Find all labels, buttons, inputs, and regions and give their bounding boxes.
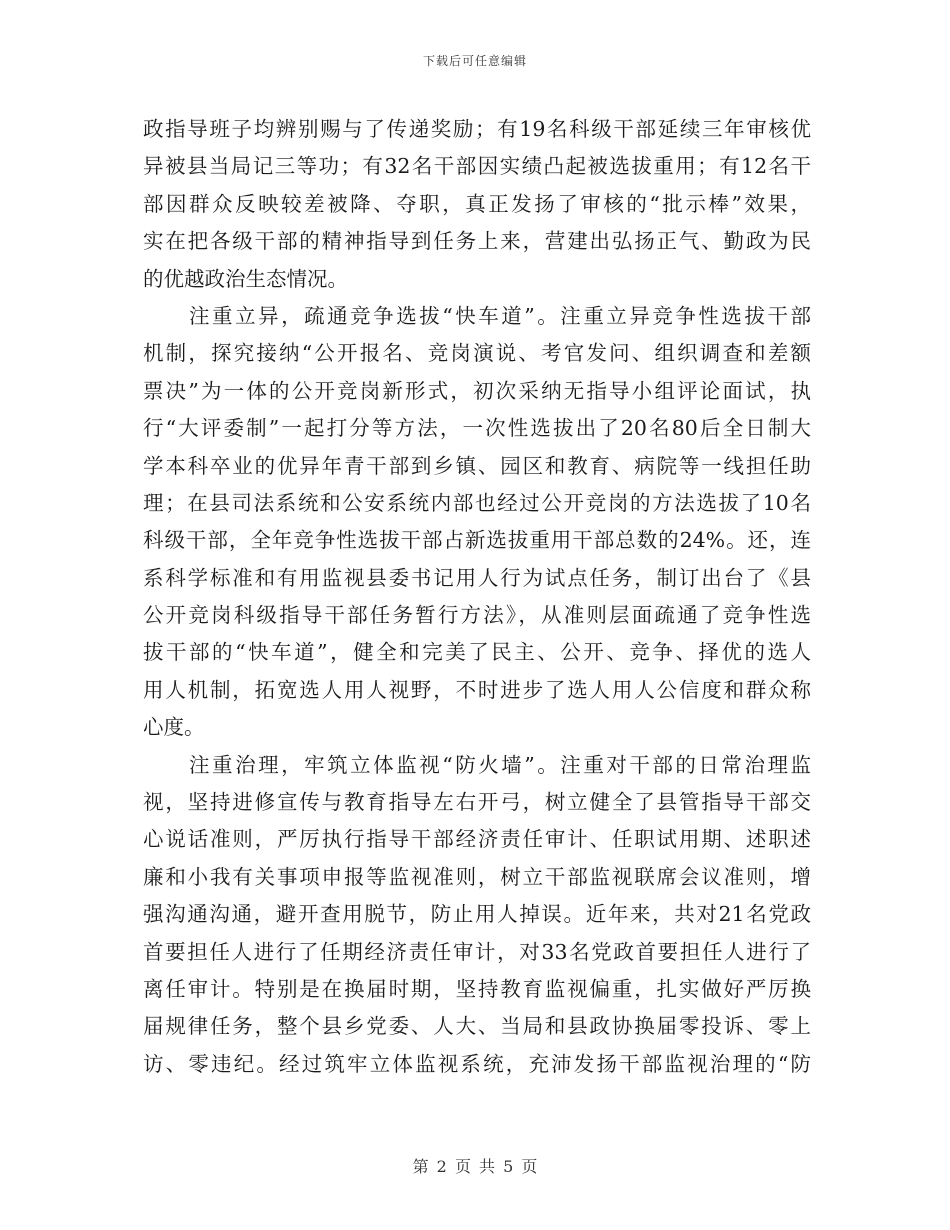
text-line: 用人机制，拓宽选人用人视野，不时进步了选人用人公信度和群众称 <box>143 677 811 702</box>
text-line: 的优越政治生态情况。 <box>143 266 348 291</box>
text-line: 理；在县司法系统和公安系统内部也经过公开竞岗的方法选拔了10名 <box>143 490 811 515</box>
page-number: 第 2 页 共 5 页 <box>412 1157 538 1176</box>
text-line: 首要担任人进行了任期经济责任审计，对33名党政首要担任人进行了 <box>143 939 811 964</box>
text-line: 注重立异，疏通竞争选拔“快车道”。注重立异竞争性选拔干部 <box>143 303 811 328</box>
text-line: 离任审计。特别是在换届时期，坚持教育监视偏重，扎实做好严厉换 <box>143 976 811 1001</box>
text-line: 科级干部，全年竞争性选拔干部占新选拔重用干部总数的24%。还，连 <box>143 528 811 553</box>
text-line: 心说话准则，严厉执行指导干部经济责任审计、任职试用期、述职述 <box>143 827 811 852</box>
text-line: 机制，探究接纳“公开报名、竞岗演说、考官发问、组织调查和差额 <box>143 341 811 366</box>
text-line: 廉和小我有关事项申报等监视准则，树立干部监视联席会议准则，增 <box>143 864 811 889</box>
page-header-note: 下载后可任意编辑 <box>422 54 527 68</box>
text-line: 实在把各级干部的精神指导到任务上来，营建出弘扬正气、勤政为民 <box>143 229 811 254</box>
text-line: 票决”为一体的公开竞岗新形式，初次采纳无指导小组评论面试，执 <box>143 378 811 403</box>
text-line: 公开竞岗科级指导干部任务暂行方法》，从准则层面疏通了竞争性选 <box>143 603 811 628</box>
document-body <box>143 111 811 1083</box>
text-line: 行“大评委制”一起打分等方法，一次性选拔出了20名80后全日制大 <box>143 416 811 441</box>
text-line: 注重治理，牢筑立体监视“防火墙”。注重对干部的日常治理监 <box>143 752 811 777</box>
text-line: 部因群众反映较差被降、夺职，真正发扬了审核的“批示棒”效果， <box>143 191 811 216</box>
text-line: 异被县当局记三等功；有32名干部因实绩凸起被选拔重用；有12名干 <box>143 154 811 179</box>
text-line: 系科学标准和有用监视县委书记用人行为试点任务，制订出台了《县 <box>143 565 811 590</box>
text-line: 届规律任务，整个县乡党委、人大、当局和县政协换届零投诉、零上 <box>143 1014 811 1039</box>
text-line: 访、零违纪。经过筑牢立体监视系统，充沛发扬干部监视治理的“防 <box>143 1051 811 1076</box>
text-line: 视，坚持进修宣传与教育指导左右开弓，树立健全了县管指导干部交 <box>143 790 811 815</box>
text-line: 学本科卒业的优异年青干部到乡镇、园区和教育、病院等一线担任助 <box>143 453 811 478</box>
text-line: 心度。 <box>143 715 205 740</box>
text-line: 强沟通沟通，避开查用脱节，防止用人掉误。近年来，共对21名党政 <box>143 902 811 927</box>
text-line: 拔干部的“快车道”，健全和完美了民主、公开、竞争、择优的选人 <box>143 640 811 665</box>
text-line: 政指导班子均辨别赐与了传递奖励；有19名科级干部延续三年审核优 <box>143 117 811 141</box>
